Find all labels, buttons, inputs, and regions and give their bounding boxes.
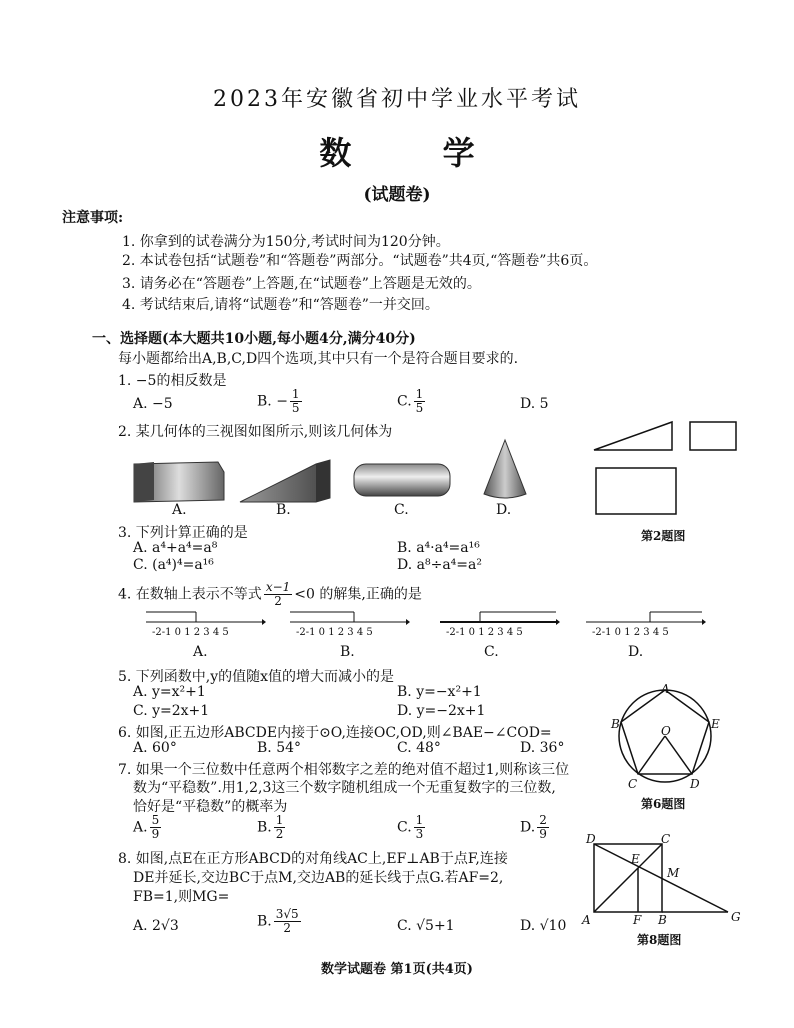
q3-option-a: A. a⁴+a⁴=a⁸ [133,540,218,556]
q4-axis-ticks: -2-1 0 1 2 3 4 5 [296,627,373,638]
q6-point-o: O [661,724,671,738]
q1-option-a: A. −5 [133,396,173,412]
q8-option-b: B. $\frac{3√5}{2}$ [257,907,299,935]
q5-stem: 5. 下列函数中,y的值随x值的增大而减小的是 [118,669,395,685]
section-instruction: 每小题都给出A,B,C,D四个选项,其中只有一个是符合题目要求的. [118,351,519,367]
q8-point-g: G [731,910,741,924]
q4-label-b: B. [340,644,355,660]
q2-fig-caption: 第2题图 [641,529,686,543]
q4-axis-ticks: -2-1 0 1 2 3 4 5 [592,627,669,638]
q7-stem-line: 数为“平稳数”.用1,2,3这三个数字随机组成一个无重复数字的三位数, [133,780,556,796]
q2-label-c: C. [394,502,409,518]
q8-square-figure [592,842,740,918]
q7-stem-line: 7. 如果一个三位数中任意两个相邻数字之差的绝对值不超过1,则称该三位 [118,762,570,778]
q6-option-d: D. 36° [520,740,565,756]
q8-point-d: D [586,832,596,846]
q7-option-d: D. $\frac{2}{9}$ [520,813,547,841]
q2-label-d: D. [496,502,512,518]
q4-label-c: C. [484,644,499,660]
notice-heading: 注意事项: [62,210,124,226]
notice-item: 1. 你拿到的试卷满分为150分,考试时间为120分钟。 [122,234,450,250]
q4-label-d: D. [628,644,644,660]
page-footer: 数学试题卷 第1页(共4页) [321,962,473,977]
q6-point-d: D [690,777,700,791]
q7-stem-line: 恰好是“平稳数”的概率为 [133,799,288,815]
paper-type: (试题卷) [363,185,431,205]
q4-axis-ticks: -2-1 0 1 2 3 4 5 [152,627,229,638]
q8-stem-line: 8. 如图,点E在正方形ABCD的对角线AC上,EF⊥AB于点F,连接 [118,851,508,867]
q8-point-c: C [661,832,671,846]
q8-point-b: B [658,913,667,927]
q8-stem-line: FB=1,则MG= [133,889,230,905]
q2-solid-d [480,438,530,502]
q5-option-b: B. y=−x²+1 [397,684,482,700]
exam-title: 2023年安徽省初中学业水平考试 [213,87,581,112]
q2-three-view-figure [592,418,742,518]
notice-item: 4. 考试结束后,请将“试题卷”和“答题卷”一并交回。 [122,297,439,313]
q2-solid-b [238,458,338,508]
q7-option-a: A. $\frac{5}{9}$ [133,813,160,841]
q6-point-b: B [611,717,620,731]
q8-point-m: M [667,866,680,880]
q2-label-b: B. [276,502,291,518]
q6-point-c: C [628,777,638,791]
q8-option-d: D. √10 [520,918,567,934]
q5-option-d: D. y=−2x+1 [397,703,486,719]
q2-solid-a [130,458,230,508]
q1-option-c: C. $\frac{1}{5}$ [397,387,424,415]
q6-option-b: B. 54° [257,740,302,756]
q1-option-b: B. − $\frac{1}{5}$ [257,387,300,415]
notice-item: 3. 请务必在“答题卷”上答题,在“试题卷”上答题是无效的。 [122,276,481,292]
q8-point-f: F [633,913,642,927]
q1-stem: 1. −5的相反数是 [118,373,227,389]
q8-point-a: A [582,913,591,927]
q6-option-a: A. 60° [133,740,177,756]
q6-point-a: A [661,682,670,696]
q8-point-e: E [631,852,640,866]
q7-option-c: C. $\frac{1}{3}$ [397,813,424,841]
q5-option-a: A. y=x²+1 [133,684,206,700]
q4-stem: 4. 在数轴上表示不等式 $\frac{x-1}{2}$ <0 的解集,正确的是 [118,580,422,608]
q4-label-a: A. [193,644,208,660]
q2-stem: 2. 某几何体的三视图如图所示,则该几何体为 [118,424,393,440]
subject-title: 数 学 [319,134,515,172]
q8-fig-caption: 第8题图 [637,933,682,947]
q6-stem: 6. 如图,正五边形ABCDE内接于⊙O,连接OC,OD,则∠BAE−∠COD= [118,725,552,741]
q7-option-b: B. $\frac{1}{2}$ [257,813,284,841]
notice-item: 2. 本试卷包括“试题卷”和“答题卷”两部分。“试题卷”共4页,“答题卷”共6页。 [122,253,598,269]
q5-option-c: C. y=2x+1 [133,703,210,719]
q6-pentagon-figure [610,684,720,792]
q6-option-c: C. 48° [397,740,441,756]
q8-option-a: A. 2√3 [133,918,179,934]
q3-option-d: D. a⁸÷a⁴=a² [397,557,482,573]
q3-option-b: B. a⁴·a⁴=a¹⁶ [397,540,480,556]
q2-label-a: A. [172,502,187,518]
q1-option-d: D. 5 [520,396,549,412]
q8-stem-line: DE并延长,交边BC于点M,交边AB的延长线于点G.若AF=2, [133,870,504,886]
q3-stem: 3. 下列计算正确的是 [118,525,248,541]
q4-axis-ticks: -2-1 0 1 2 3 4 5 [446,627,523,638]
q6-fig-caption: 第6题图 [641,797,686,811]
section-heading: 一、选择题(本大题共10小题,每小题4分,满分40分) [92,331,416,347]
q3-option-c: C. (a⁴)⁴=a¹⁶ [133,557,214,573]
q8-option-c: C. √5+1 [397,918,455,934]
q6-point-e: E [711,717,720,731]
q2-solid-c [352,462,456,500]
